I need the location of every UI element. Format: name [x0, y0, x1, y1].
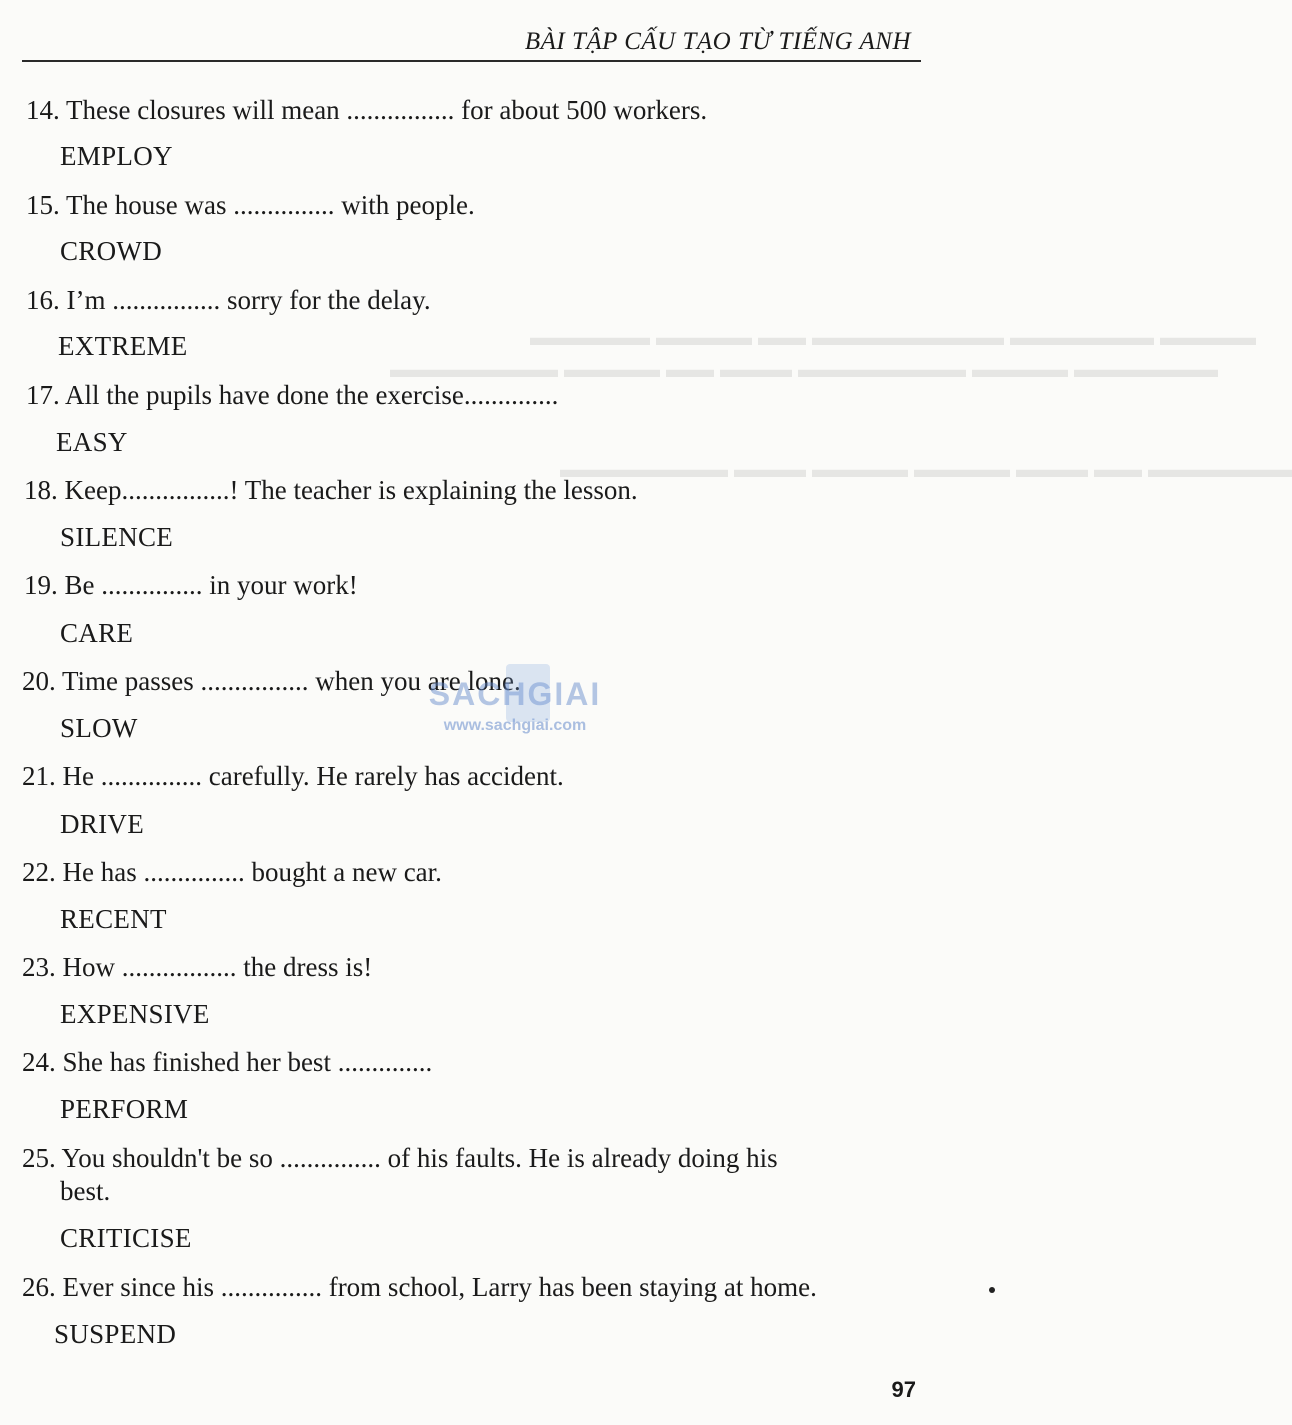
page-number: 97	[891, 1377, 916, 1402]
answer-word: SILENCE	[60, 522, 174, 552]
answer-word: CARE	[60, 618, 134, 648]
bleed-through-text: ▬▬▬▬▬▬ ▬▬▬▬ ▬▬▬▬▬▬▬ ▬▬▬ ▬▬ ▬▬▬▬ ▬▬▬▬▬▬▬	[390, 357, 1218, 383]
bleed-through-text: ▬▬▬▬▬▬ ▬▬ ▬▬▬ ▬▬▬▬ ▬▬▬▬ ▬▬▬ ▬▬▬▬▬▬▬	[560, 457, 1292, 483]
answer-word: RECENT	[60, 904, 167, 934]
question-text: 26. Ever since his ............... from school, Larry has been staying at home.	[22, 1272, 817, 1302]
question-text: 22. He has ............... bought a new car.	[22, 857, 442, 887]
question-text: 14. These closures will mean ................ for about 500 workers.	[26, 95, 708, 125]
answer-word: SUSPEND	[54, 1319, 177, 1349]
question-text: 23. How ................. the dress is!	[22, 952, 373, 982]
question-text: 25. You shouldn't be so ............... of his faults. He is already doing his	[22, 1143, 778, 1173]
question-continuation: best.	[60, 1176, 111, 1206]
answer-word: CRITICISE	[60, 1223, 192, 1253]
sachgiai-watermark	[410, 662, 620, 762]
answer-word: EXPENSIVE	[60, 999, 210, 1029]
question-text: 18. Keep................! The teacher is explaining the lesson.	[24, 475, 638, 505]
page-header	[22, 24, 921, 62]
watermark-url: www.sachgiai.com	[443, 717, 587, 734]
bleed-through-text: ▬▬▬▬ ▬▬▬▬▬▬ ▬▬▬▬▬▬▬▬ ▬▬ ▬▬▬▬ ▬▬▬▬▬	[530, 325, 1256, 351]
answer-word: SLOW	[60, 713, 138, 743]
scan-speck	[989, 1287, 995, 1293]
question-text: 20. Time passes ................ when you are lone.	[22, 666, 521, 696]
question-text: 24. She has finished her best ..............	[22, 1047, 433, 1077]
answer-word: DRIVE	[60, 809, 144, 839]
question-text: 19. Be ............... in your work!	[24, 570, 358, 600]
question-text: 21. He ............... carefully. He rarely has accident.	[22, 761, 564, 791]
answer-word: EXTREME	[58, 331, 188, 361]
answer-word: PERFORM	[60, 1094, 189, 1124]
watermark-logo: SACHGIAI	[428, 676, 602, 712]
answer-word: CROWD	[60, 236, 162, 266]
answer-word: EASY	[56, 427, 128, 457]
answer-word: EMPLOY	[60, 141, 173, 171]
question-text: 17. All the pupils have done the exercise..............	[26, 380, 559, 410]
question-text: 16. I’m ................ sorry for the delay.	[26, 285, 431, 315]
header-title: BÀI TẬP CẤU TẠO TỪ TIẾNG ANH	[524, 28, 911, 55]
question-text: 15. The house was ............... with people.	[26, 190, 475, 220]
watermark-book-icon	[506, 664, 550, 722]
